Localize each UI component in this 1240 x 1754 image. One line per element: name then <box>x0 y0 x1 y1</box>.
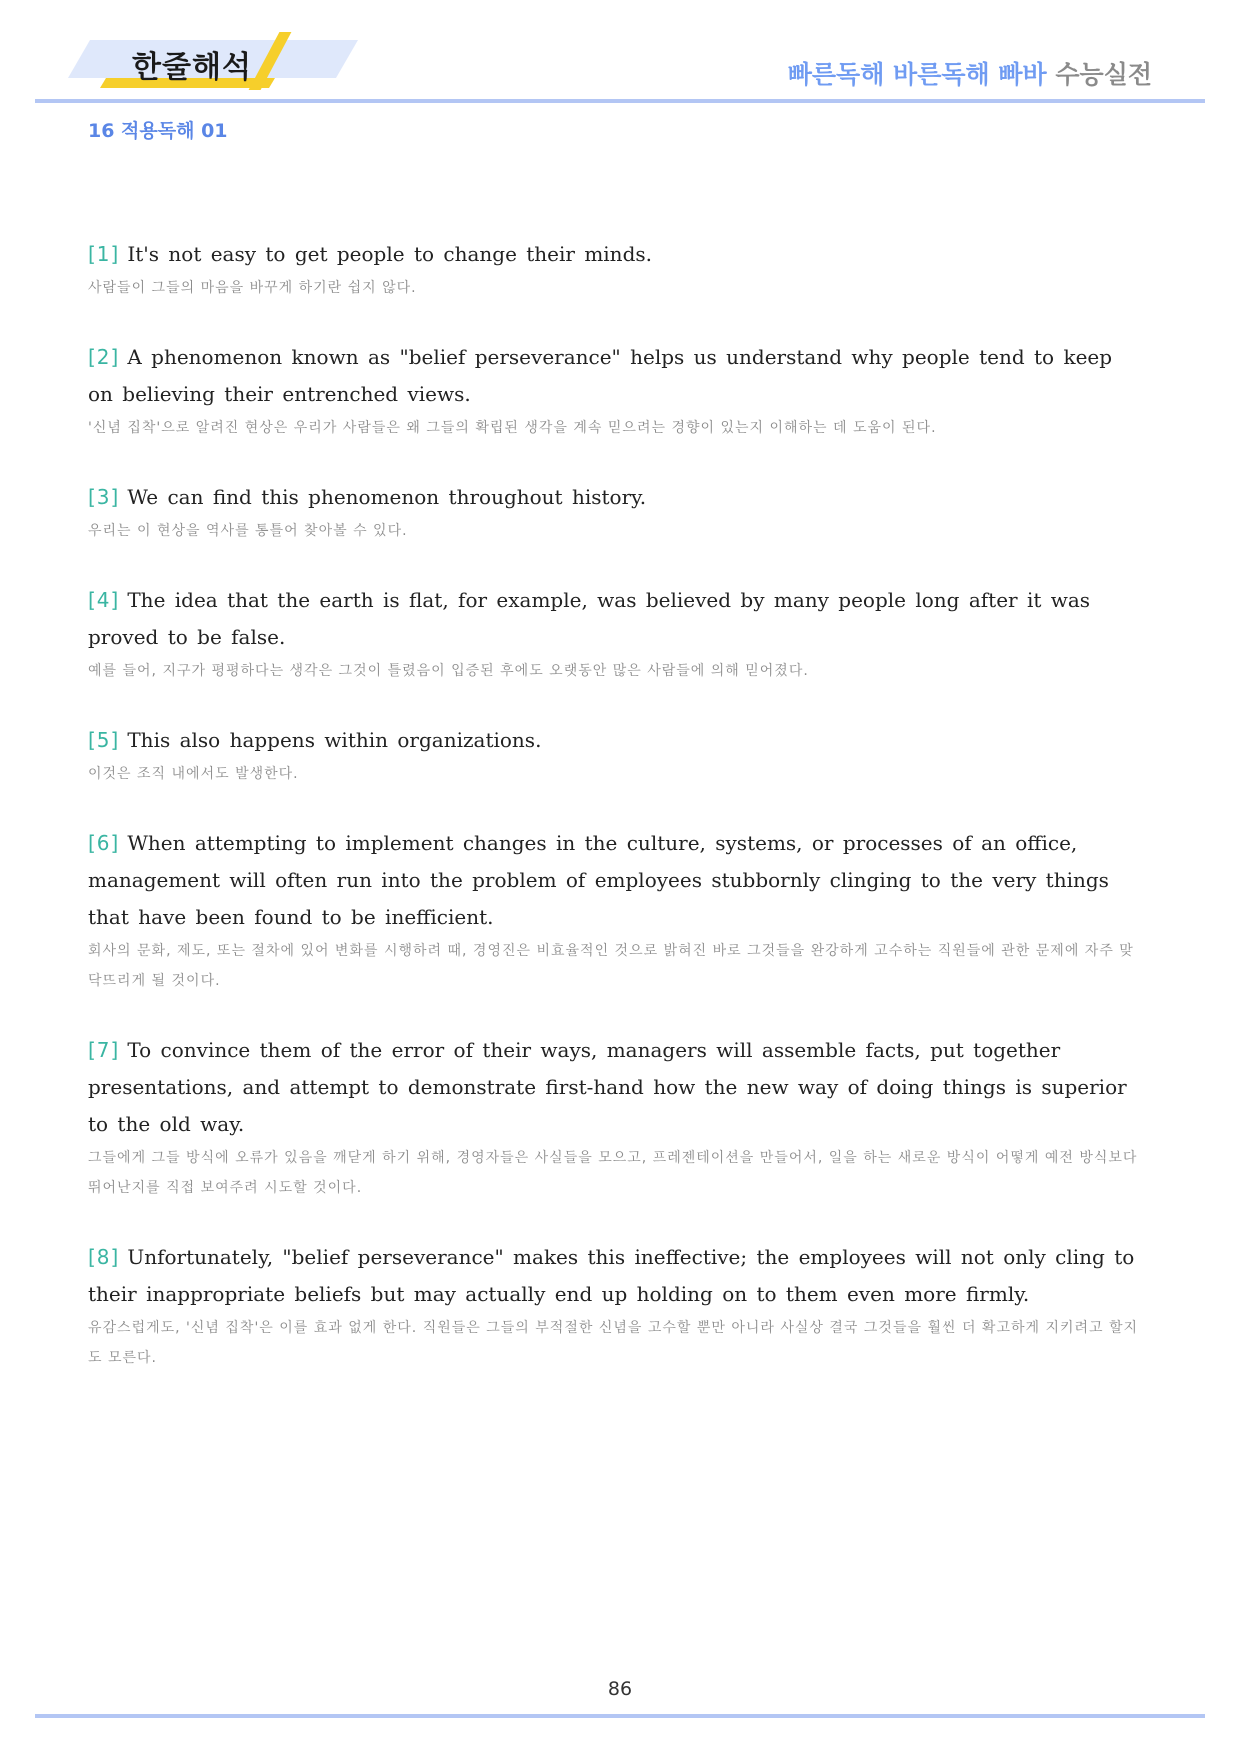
english-text: This also happens within organizations. <box>127 728 542 752</box>
logo-title: 한줄해석 <box>132 50 252 85</box>
english-sentence <box>88 1032 1143 1143</box>
sentence-item <box>88 582 1143 686</box>
book-title-main: 빠른독해 바른독해 빠바 <box>787 60 1047 89</box>
sentence-item <box>88 1032 1143 1203</box>
book-title-sub: 수능실전 <box>1055 60 1152 89</box>
english-text: The idea that the earth is flat, for example, was believed by many people long after it was proved to be false. <box>88 588 1091 649</box>
english-sentence <box>88 339 1143 413</box>
english-sentence <box>88 236 1143 273</box>
english-sentence <box>88 1239 1143 1313</box>
page-number: 86 <box>607 1678 633 1700</box>
korean-translation: 회사의 문화, 제도, 또는 절차에 있어 변화를 시행하려 때, 경영진은 비효율적인 것으로 밝혀진 바로 그것들을 완강하게 고수하는 직원들에 관한 문제에 자주 맞닥뜨리게 될 것이다. <box>88 943 1134 989</box>
sentence-list <box>88 236 1143 1409</box>
english-sentence <box>88 825 1143 936</box>
sentence-item <box>88 825 1143 996</box>
header-divider <box>35 99 1205 103</box>
sentence-number: [6] <box>88 831 120 855</box>
english-text: We can find this phenomenon throughout history. <box>127 485 647 509</box>
sentence-item <box>88 722 1143 789</box>
korean-translation: 유감스럽게도, '신념 집착'은 이를 효과 없게 한다. 직원들은 그들의 부적절한 신념을 고수할 뿐만 아니라 사실상 결국 그것들을 훨씬 더 확고하게 지키려고 할지도 모른다. <box>88 1320 1139 1366</box>
korean-translation: 예를 들어, 지구가 평평하다는 생각은 그것이 틀렸음이 입증된 후에도 오랫동안 많은 사람들에 의해 믿어졌다. <box>88 663 809 679</box>
english-sentence <box>88 582 1143 656</box>
english-text: It's not easy to get people to change their minds. <box>127 242 652 266</box>
book-title <box>788 55 1152 91</box>
sentence-number: [5] <box>88 728 120 752</box>
korean-translation: 이것은 조직 내에서도 발생한다. <box>88 766 299 782</box>
sentence-item <box>88 1239 1143 1373</box>
sentence-number: [2] <box>88 345 120 369</box>
sentence-number: [1] <box>88 242 120 266</box>
sentence-number: [3] <box>88 485 120 509</box>
english-text: Unfortunately, "belief perseverance" makes this ineffective; the employees will not only cling to their inappropriate beliefs but may actually end up holding on to them even more firmly. <box>88 1245 1135 1306</box>
page-header <box>0 0 1240 110</box>
sentence-item <box>88 236 1143 303</box>
section-title: 16 적용독해 01 <box>88 120 228 142</box>
korean-translation: 그들에게 그들 방식에 오류가 있음을 깨닫게 하기 위해, 경영자들은 사실들을 모으고, 프레젠테이션을 만들어서, 일을 하는 새로운 방식이 어떻게 예전 방식보다 뛰어난지를 직접 보여주려 시도할 것이다. <box>88 1150 1138 1196</box>
korean-translation: '신념 집착'으로 알려진 현상은 우리가 사람들은 왜 그들의 확립된 생각을 계속 믿으려는 경향이 있는지 이해하는 데 도움이 된다. <box>88 420 937 436</box>
english-text: A phenomenon known as "belief perseverance" helps us understand why people tend to keep on believing their entrenched views. <box>88 345 1113 406</box>
english-sentence <box>88 479 1143 516</box>
english-sentence <box>88 722 1143 759</box>
sentence-item <box>88 339 1143 443</box>
korean-translation: 우리는 이 현상을 역사를 통틀어 찾아볼 수 있다. <box>88 523 408 539</box>
footer-divider <box>35 1714 1205 1718</box>
english-text: To convince them of the error of their ways, managers will assemble facts, put together presentations, and attempt to demonstrate first-hand how the new way of doing things is superior to the old way. <box>88 1038 1127 1136</box>
sentence-item <box>88 479 1143 546</box>
sentence-number: [8] <box>88 1245 120 1269</box>
sentence-number: [4] <box>88 588 120 612</box>
english-text: When attempting to implement changes in the culture, systems, or processes of an office, management will often run into the problem of employees stubbornly clinging to the very things that have been found to be inefficient. <box>88 831 1109 929</box>
korean-translation: 사람들이 그들의 마음을 바꾸게 하기란 쉽지 않다. <box>88 280 417 296</box>
sentence-number: [7] <box>88 1038 120 1062</box>
